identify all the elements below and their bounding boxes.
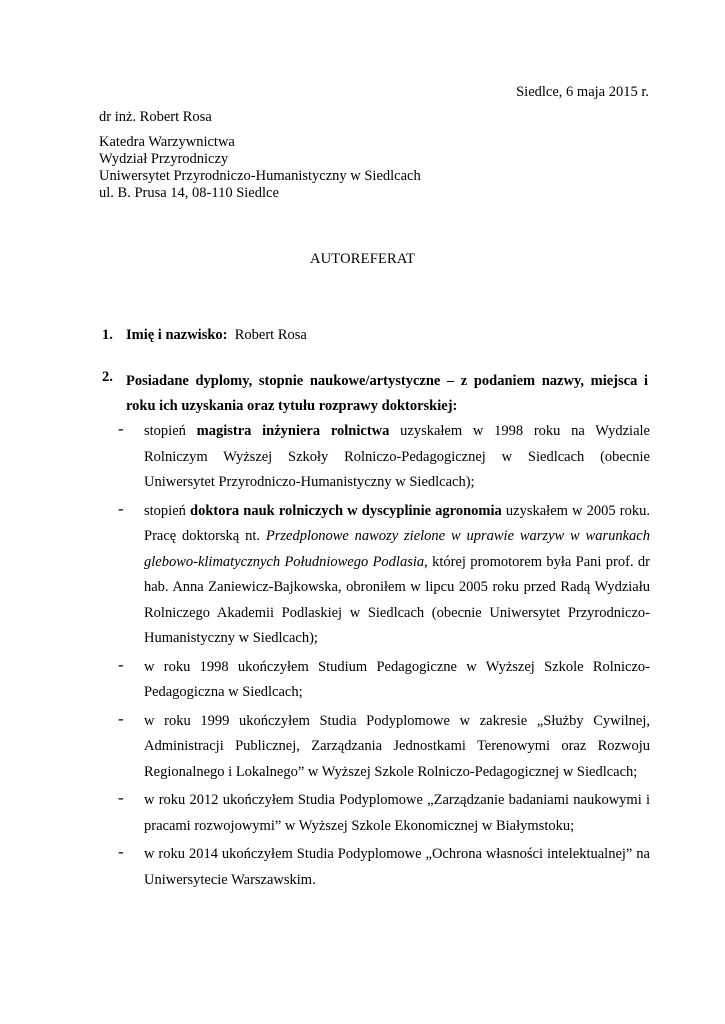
- list-item: [118, 419, 650, 496]
- item-text: uzyskałem w 2005 roku. Pracę doktorską nt.: [144, 502, 650, 544]
- section-heading: Posiadane dyplomy, stopnie naukowe/artystyczne – z podaniem nazwy, miejsca i roku ich uzyskania oraz tytułu rozprawy doktorskiej:: [126, 373, 648, 414]
- item-text: w roku 2014 ukończyłem Studia Podyplomowe „Ochrona własności intelektualnej” na Uniwersytecie Warszawskim.: [144, 846, 650, 888]
- institution-line: Katedra Warzywnictwa: [99, 134, 235, 150]
- section-number: 1.: [102, 327, 113, 343]
- institution-address: [99, 134, 421, 202]
- bullet-dash: -: [118, 654, 124, 674]
- item-text: uzyskałem w 1998 roku na Wydziale Rolniczym Wyższej Szkoły Rolniczo-Pedagogicznej w Siedlcach (obecnie Uniwersytet Przyrodniczo-Humanistyczny w Siedlcach);: [144, 423, 650, 490]
- section-label: Imię i nazwisko:: [126, 327, 228, 343]
- item-text: stopień: [144, 502, 191, 519]
- institution-line: ul. B. Prusa 14, 08-110 Siedlce: [99, 185, 279, 201]
- document-date: Siedlce, 6 maja 2015 r.: [516, 84, 649, 100]
- list-item: [118, 499, 650, 652]
- list-item: [118, 709, 650, 786]
- list-item: [118, 788, 650, 839]
- bullet-dash: -: [118, 842, 124, 861]
- item-text: , której promotorem była Pani prof. dr hab. Anna Zaniewicz-Bajkowska, obroniłem w lipcu 2005 roku przed Radą Wydziału Rolniczego Akademii Podlaskiej w Siedlcach (obecnie Uniwersytet Przyrodniczo-Humanistyczny w Siedlcach);: [144, 553, 651, 646]
- bullet-dash: -: [118, 708, 124, 728]
- item-text: w roku 1999 ukończyłem Studia Podyplomowe w zakresie „Służby Cywilnej, Administracji Publicznej, Zarządzania Jednostkami Terenowymi oraz Rozwoju Regionalnego i Lokalnego” w Wyższej Szkole Rolniczo-Pedagogicznej w Siedlcach;: [144, 712, 650, 780]
- item-text: w roku 1998 ukończyłem Studium Pedagogiczne w Wyższej Szkole Rolniczo-Pedagogiczna w Siedlcach;: [144, 658, 650, 700]
- bullet-dash: -: [118, 498, 124, 518]
- bullet-dash: -: [118, 788, 124, 807]
- section-number: 2.: [102, 369, 113, 385]
- diploma-list: [118, 419, 650, 896]
- item-bold-text: magistra inżyniera rolnictwa: [196, 423, 390, 439]
- list-item: [118, 655, 650, 706]
- section-value: Robert Rosa: [234, 327, 307, 343]
- institution-line: Wydział Przyrodniczy: [99, 151, 229, 167]
- bullet-dash: -: [118, 419, 124, 438]
- document-title: AUTOREFERAT: [309, 251, 416, 267]
- item-text: w roku 2012 ukończyłem Studia Podyplomowe „Zarządzanie badaniami naukowymi i pracami rozwojowymi” w Wyższej Szkole Ekonomicznej w Białymstoku;: [144, 792, 650, 834]
- institution-line: Uniwersytet Przyrodniczo-Humanistyczny w Siedlcach: [99, 168, 421, 184]
- item-bold-text: doktora nauk rolniczych w dyscyplinie agronomia: [190, 502, 502, 519]
- author-name: dr inż. Robert Rosa: [99, 109, 212, 125]
- section-name: [102, 327, 648, 344]
- list-item: [118, 842, 650, 893]
- section-diplomas: [102, 369, 648, 419]
- thesis-title: Przedplonowe nawozy zielone w uprawie warzyw w warunkach glebowo-klimatycznych Południowego Podlasia: [144, 528, 650, 570]
- item-text: stopień: [144, 423, 197, 439]
